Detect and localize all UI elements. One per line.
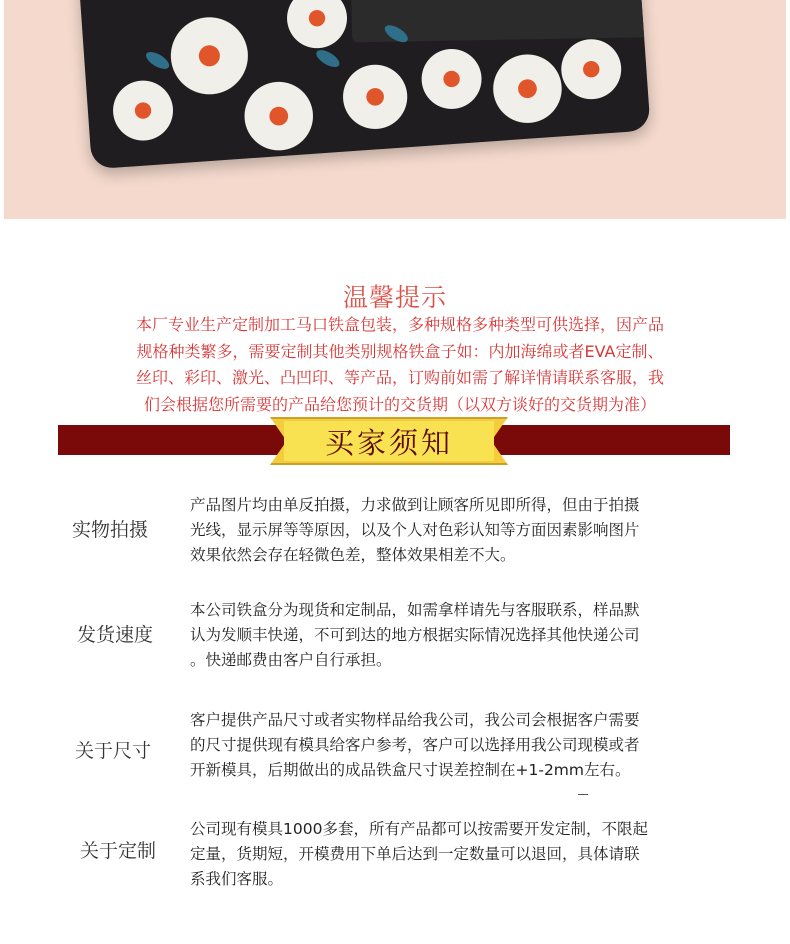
- tips-title: 温馨提示: [342, 283, 447, 312]
- notice-title-box: [284, 421, 494, 461]
- row-label-shipping: 发货速度: [76, 624, 153, 646]
- row-text-photography: [190, 493, 740, 568]
- row-label-photography: 实物拍摄: [71, 519, 148, 541]
- row-text-shipping: [190, 598, 740, 673]
- row-text-customization: [190, 817, 740, 892]
- tips-line: 本厂专业生产定制加工马口铁盒包装，多种规格多种类型可供选择，因产品: [135, 315, 664, 334]
- row-line: 产品图片均由单反拍摄，力求做到让顾客所见即所得，但由于拍摄: [190, 496, 640, 514]
- row-line: 。快递邮费由客户自行承担。: [190, 651, 392, 669]
- row-line: 光线，显示屏等等原因，以及个人对色彩认知等方面因素影响图片: [190, 521, 640, 539]
- row-line: 开新模具，后期做出的成品铁盒尺寸误差控制在+1-2mm左右。: [190, 761, 631, 779]
- row-line: 本公司铁盒分为现货和定制品，如需拿样请先与客服联系，样品默: [190, 601, 640, 619]
- notice-title: 买家须知: [324, 425, 453, 460]
- floral-tin-box: [77, 0, 650, 169]
- row-line: 公司现有模具1000多套，所有产品都可以按需要开发定制，不限起: [190, 820, 648, 838]
- tips-line: 规格种类繁多，需要定制其他类别规格铁盒子如：内加海绵或者EVA定制、: [136, 341, 664, 361]
- tips-body: [100, 312, 700, 418]
- product-photo: [4, 0, 786, 219]
- row-line: 定量，货期短，开模费用下单后达到一定数量可以退回，具体请联: [190, 845, 640, 863]
- tips-line: 丝印、彩印、激光、凸凹印、等产品，订购前如需了解详情请联系客服，我: [135, 368, 664, 387]
- row-line: 客户提供产品尺寸或者实物样品给我公司，我公司会根据客户需要: [190, 711, 640, 729]
- divider-dash: [578, 794, 588, 795]
- row-line: 效果依然会存在轻微色差，整体效果相差不大。: [190, 546, 516, 564]
- row-line: 的尺寸提供现有模具给客户参考，客户可以选择用我公司现模或者: [190, 736, 640, 754]
- row-line: 认为发顺丰快递，不可到达的地方根据实际情况选择其他快递公司: [190, 626, 640, 644]
- tips-line: 们会根据您所需要的产品给您预计的交货期（以双方谈好的交货期为准）: [143, 394, 656, 414]
- row-label-size: 关于尺寸: [74, 740, 151, 762]
- row-line: 系我们客服。: [190, 870, 284, 888]
- row-label-customization: 关于定制: [79, 840, 156, 862]
- row-text-size: [190, 708, 740, 783]
